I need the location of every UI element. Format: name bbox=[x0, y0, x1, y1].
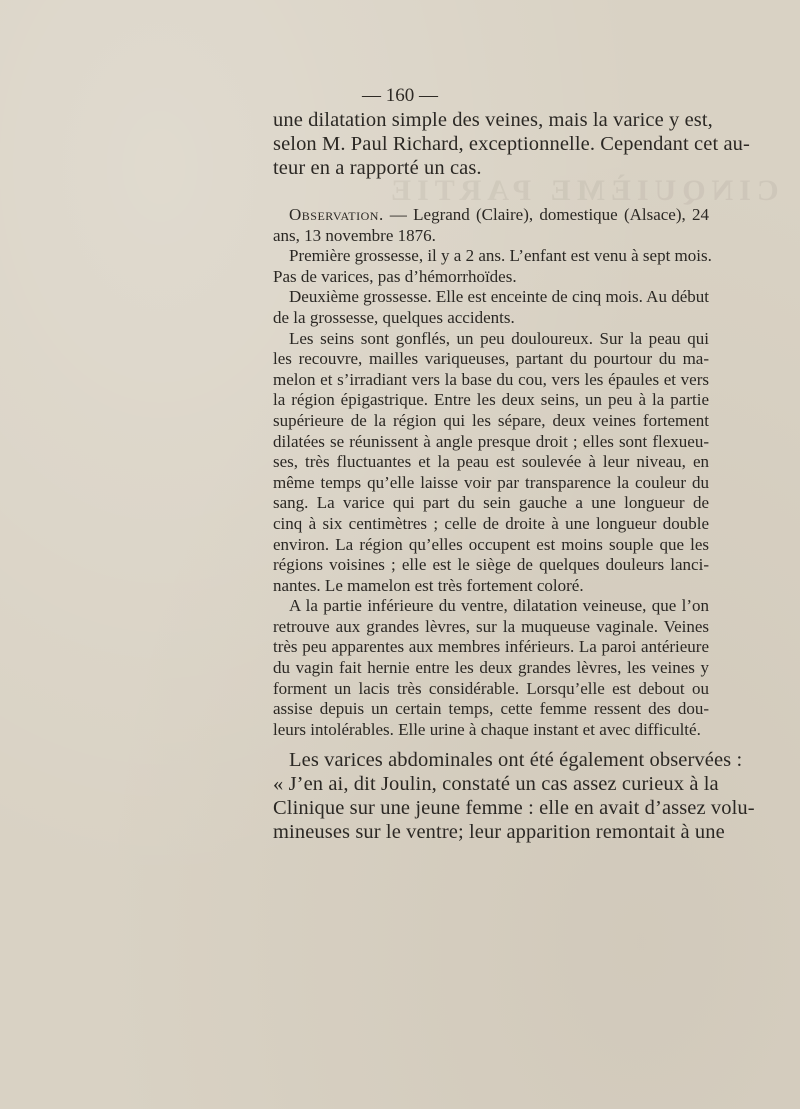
show-through-bleed: CINQUIÈME PARTIE bbox=[385, 174, 779, 207]
text-line: très peu apparentes aux membres inférieurs. La paroi antérieure bbox=[273, 637, 709, 657]
text-line: teur en a rapporté un cas. bbox=[273, 157, 482, 179]
text-line: une dilatation simple des veines, mais la varice y est, bbox=[273, 109, 713, 131]
text-line: la région épigastrique. Entre les deux seins, un peu à la partie bbox=[273, 390, 709, 410]
observation-heading-line bbox=[273, 205, 709, 226]
text-line: cinq à six centimètres ; celle de droite à une longueur double bbox=[273, 513, 709, 533]
text-line: mineuses sur le ventre; leur apparition remontait à une bbox=[273, 821, 725, 843]
text-line: ses, très fluctuantes et la peau est soulevée à leur niveau, en bbox=[273, 452, 709, 472]
text-line: Deuxième grossesse. Elle est enceinte de cinq mois. Au début bbox=[289, 287, 709, 307]
text-line: régions voisines ; elle est le siège de quelques douleurs lanci- bbox=[273, 555, 709, 575]
text-line: selon M. Paul Richard, exceptionnelle. Cependant cet au- bbox=[273, 133, 750, 155]
observation-heading-rest: — Legrand (Claire), domestique (Alsace), 24 bbox=[383, 205, 709, 224]
text-line: ans, 13 novembre 1876. bbox=[273, 225, 436, 245]
observation-block bbox=[273, 205, 712, 740]
text-line: retrouve aux grandes lèvres, sur la muqueuse vaginale. Veines bbox=[273, 616, 709, 636]
text-line: de la grossesse, quelques accidents. bbox=[273, 307, 515, 327]
page-number: — 160 — bbox=[362, 85, 438, 106]
text-line: « J’en ai, dit Joulin, constaté un cas assez curieux à la bbox=[273, 773, 719, 795]
text-line: forment un lacis très considérable. Lorsqu’elle est debout ou bbox=[273, 678, 709, 698]
text-line: du vagin fait hernie entre les deux grandes lèvres, les veines y bbox=[273, 658, 709, 678]
text-line: assise depuis un certain temps, cette femme ressent des dou- bbox=[273, 699, 709, 719]
text-line: Clinique sur une jeune femme : elle en avait d’assez volu- bbox=[273, 797, 755, 819]
intro-paragraph bbox=[273, 108, 750, 180]
text-line: même temps qu’elle laisse voir par transparence la couleur du bbox=[273, 472, 709, 492]
observation-label: Observation. bbox=[289, 205, 384, 224]
text-line: environ. La région qu’elles occupent est moins souple que les bbox=[273, 534, 709, 554]
text-line: A la partie inférieure du ventre, dilatation veineuse, que l’on bbox=[289, 596, 709, 616]
text-line: supérieure de la région qui les sépare, deux veines fortement bbox=[273, 410, 709, 430]
text-line: sang. La varice qui part du sein gauche a une longueur de bbox=[273, 493, 709, 513]
text-line: Les seins sont gonflés, un peu douloureux. Sur la peau qui bbox=[289, 328, 709, 348]
closing-paragraph bbox=[273, 748, 755, 844]
text-line: melon et s’irradiant vers la base du cou, vers les épaules et vers bbox=[273, 369, 709, 389]
text-line: Première grossesse, il y a 2 ans. L’enfant est venu à sept mois. bbox=[289, 246, 712, 266]
text-line: nantes. Le mamelon est très fortement coloré. bbox=[273, 575, 584, 595]
text-line: les recouvre, mailles variqueuses, partant du pourtour du ma- bbox=[273, 349, 709, 369]
text-line: leurs intolérables. Elle urine à chaque instant et avec difficulté. bbox=[273, 719, 701, 739]
text-line: dilatées se réunissent à angle presque droit ; elles sont flexueu- bbox=[273, 431, 709, 451]
text-line: Les varices abdominales ont été également observées : bbox=[289, 749, 743, 771]
text-line: Pas de varices, pas d’hémorrhoïdes. bbox=[273, 266, 517, 286]
